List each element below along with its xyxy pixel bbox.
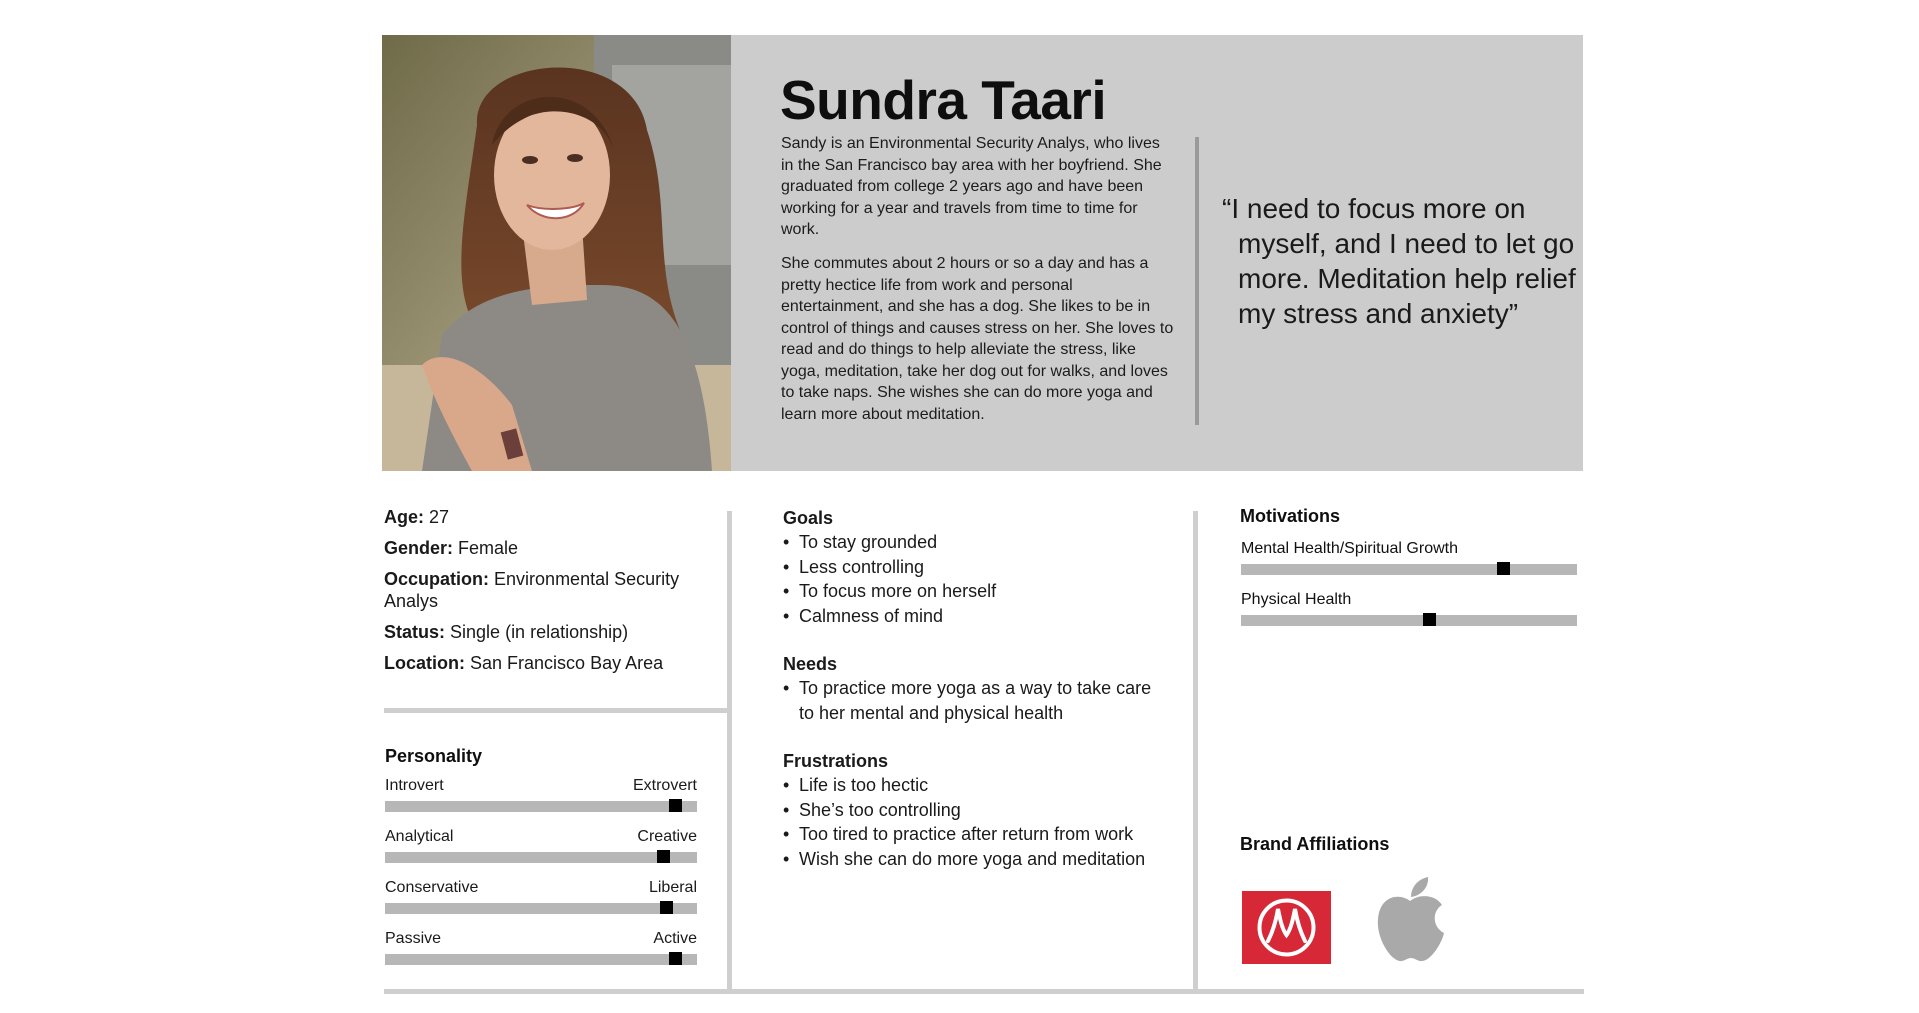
trait-right-label: Extrovert (632, 777, 697, 794)
list-item: • She’s too controlling (783, 798, 1163, 823)
column-divider-right (1193, 511, 1198, 993)
trait-right-label: Creative (637, 828, 697, 845)
demographics (384, 506, 724, 683)
motivation-label: Mental Health/Spiritual Growth (1241, 540, 1458, 557)
trait-marker (669, 799, 682, 812)
demographic-gender: Gender: Female (384, 538, 519, 558)
persona-quote: “I need to focus more on myself, and I need to let go more. Meditation help relief my stress and anxiety” (1222, 193, 1576, 329)
motivation-bar (1241, 564, 1577, 575)
list-item: • To focus more on herself (783, 579, 1163, 604)
persona-photo (382, 35, 731, 471)
motivation-bar (1241, 615, 1577, 626)
trait-introvert-extrovert (385, 777, 697, 812)
apple-logo-icon (1374, 877, 1446, 963)
trait-right-label: Liberal (648, 879, 697, 896)
trait-conservative-liberal (385, 879, 697, 914)
frustrations-title: Frustrations (783, 751, 889, 771)
demographic-status: Status: Single (in relationship) (384, 622, 629, 642)
lululemon-logo-icon (1242, 891, 1331, 964)
trait-left-label: Analytical (385, 828, 454, 845)
list-item: • To stay grounded (783, 530, 1163, 555)
bio-paragraph-2: She commutes about 2 hours or so a day and has a pretty hectice life from work and personal entertainment, and she has a dog. She likes to be in control of things and causes stress on her. She loves to read and do things to help alleviate the stress, like yoga, meditation, take her dog out for walks, and loves to take naps. She wishes she can do more yoga and learn more about meditation. (781, 255, 1174, 423)
trait-bar (385, 954, 697, 965)
trait-marker (660, 901, 673, 914)
list-item: • Life is too hectic (783, 773, 1163, 798)
bottom-divider (384, 989, 1584, 994)
quote-divider (1195, 137, 1199, 425)
trait-marker (657, 850, 670, 863)
trait-marker (669, 952, 682, 965)
trait-left-label: Conservative (385, 879, 479, 896)
motivation-marker (1497, 562, 1510, 575)
trait-left-label: Passive (385, 930, 442, 947)
goals-needs-frustrations (783, 506, 1163, 895)
column-divider-left (727, 511, 732, 993)
goals-list (783, 530, 1163, 628)
demographic-location: Location: San Francisco Bay Area (384, 653, 664, 673)
list-item: • Calmness of mind (783, 604, 1163, 629)
trait-passive-active (385, 930, 697, 965)
list-item: • Too tired to practice after return from work (783, 822, 1163, 847)
trait-bar (385, 801, 697, 812)
motivations-title: Motivations (1240, 506, 1341, 526)
trait-analytical-creative (385, 828, 697, 863)
motivation-marker (1423, 613, 1436, 626)
needs-title: Needs (783, 654, 838, 674)
frustrations-list (783, 773, 1163, 871)
brand-affiliations-title: Brand Affiliations (1240, 834, 1390, 854)
list-item: • Wish she can do more yoga and meditation (783, 847, 1163, 872)
personality-title: Personality (385, 746, 483, 766)
trait-bar (385, 852, 697, 863)
demographic-occupation: Occupation: Environmental Security Analys (384, 569, 680, 611)
motivation-label: Physical Health (1241, 591, 1352, 608)
list-item: • Less controlling (783, 555, 1163, 580)
trait-left-label: Introvert (385, 777, 444, 794)
persona-name: Sundra Taari (780, 69, 1107, 131)
list-item: • To practice more yoga as a way to take care to her mental and physical health (783, 676, 1163, 725)
needs-list (783, 676, 1163, 725)
demographics-divider (384, 708, 728, 713)
motivation-physical-health (1241, 591, 1577, 626)
motivation-mental-health (1241, 540, 1577, 575)
trait-bar (385, 903, 697, 914)
goals-title: Goals (783, 508, 834, 528)
trait-right-label: Active (653, 930, 697, 947)
demographic-age: Age: 27 (384, 507, 450, 527)
bio-paragraph-1: Sandy is an Environmental Security Analys, who lives in the San Francisco bay area with her boyfriend. She graduated from college 2 years ago and have been working for a year and travels from time to time for work. (781, 135, 1162, 238)
